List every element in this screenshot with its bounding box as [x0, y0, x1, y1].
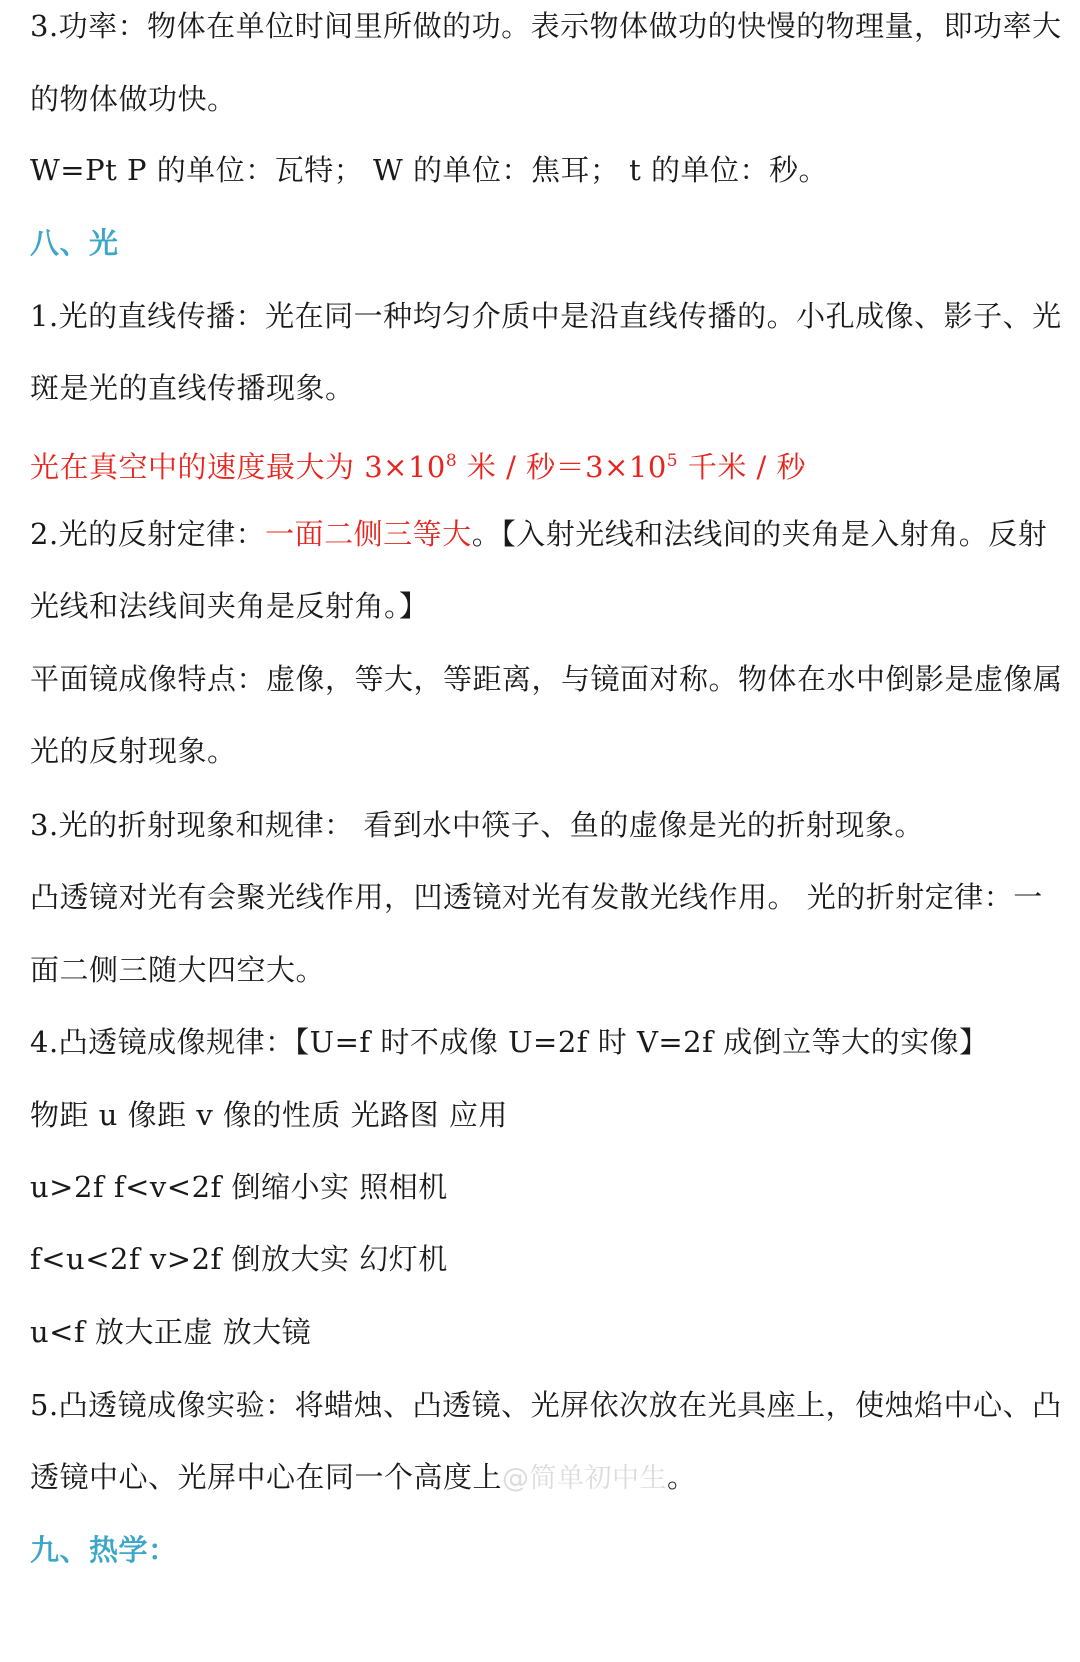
light-speed-part3: 千米 / 秒	[678, 450, 807, 484]
lens-experiment-line1: 5.凸透镜成像实验：将蜡烛、凸透镜、光屏依次放在光具座上，使烛焰中心、凸	[30, 1388, 1062, 1422]
reflection-law-label: 2.光的反射定律：	[30, 517, 266, 551]
straight-line-propagation-line2: 斑是光的直线传播现象。	[30, 371, 355, 405]
paragraph-lens-effect-cont	[30, 950, 1056, 990]
paragraph-power-definition	[30, 6, 1062, 46]
paragraph-straight-line-propagation	[30, 296, 1062, 336]
section-heading-heat-text: 九、热学：	[30, 1533, 178, 1567]
plane-mirror-line1: 平面镜成像特点：虚像，等大，等距离，与镜面对称。物体在水中倒影是虚像属	[30, 662, 1063, 696]
paragraph-plane-mirror-cont	[30, 731, 1056, 771]
power-formula-text: W=Pt P 的单位：瓦特； W 的单位：焦耳； t 的单位：秒。	[30, 153, 829, 187]
paragraph-straight-line-propagation-cont	[30, 368, 1056, 408]
light-speed-part1: 光在真空中的速度最大为 3×10	[30, 450, 446, 484]
power-definition-line1: 3.功率：物体在单位时间里所做的功。表示物体做功的快慢的物理量，即功率大	[30, 9, 1062, 43]
lens-table-row	[30, 1239, 1056, 1279]
light-speed-exponent1: 8	[445, 451, 458, 471]
reflection-law-highlight: 一面二侧三等大	[265, 517, 472, 551]
section-heading-heat	[30, 1530, 1056, 1570]
light-speed-statement	[30, 441, 1056, 487]
watermark: @简单初中生	[502, 1463, 668, 1494]
lens-effect-line1: 凸透镜对光有会聚光线作用，凹透镜对光有发散光线作用。 光的折射定律：一	[30, 880, 1043, 914]
paragraph-lens-experiment	[30, 1385, 1062, 1425]
lens-table-row2-text: f<u<2f v>2f 倒放大实 幻灯机	[30, 1242, 448, 1276]
lens-table-row3-text: u<f 放大正虚 放大镜	[30, 1315, 312, 1349]
paragraph-power-definition-cont	[30, 79, 1056, 119]
paragraph-refraction	[30, 805, 1056, 845]
lens-table-row	[30, 1312, 1056, 1352]
convex-lens-rule-text: 4.凸透镜成像规律：【U=f 时不成像 U=2f 时 V=2f 成倒立等大的实像】	[30, 1025, 989, 1059]
lens-experiment-line2: 透镜中心、光屏中心在同一个高度上	[30, 1460, 503, 1494]
reflection-law-detail-cont: 光线和法线间夹角是反射角。】	[30, 589, 429, 623]
lens-table-header	[30, 1095, 1056, 1135]
plane-mirror-line2: 光的反射现象。	[30, 734, 237, 768]
section-heading-light-text: 八、光	[30, 226, 119, 260]
paragraph-lens-experiment-cont	[30, 1457, 1056, 1499]
power-formula	[30, 150, 1056, 190]
lens-table-row	[30, 1167, 1056, 1207]
lens-experiment-period: 。	[667, 1460, 697, 1494]
refraction-text: 3.光的折射现象和规律： 看到水中筷子、鱼的虚像是光的折射现象。	[30, 808, 924, 842]
section-heading-light	[30, 223, 1056, 263]
power-definition-line2: 的物体做功快。	[30, 82, 237, 116]
light-speed-exponent2: 5	[666, 451, 679, 471]
paragraph-lens-effect	[30, 877, 1056, 917]
lens-table-row1-text: u>2f f<v<2f 倒缩小实 照相机	[30, 1170, 448, 1204]
paragraph-reflection-law	[30, 514, 1056, 554]
lens-table-header-text: 物距 u 像距 v 像的性质 光路图 应用	[30, 1098, 508, 1132]
reflection-law-detail: 。【入射光线和法线间的夹角是入射角。反射	[471, 517, 1048, 551]
paragraph-reflection-law-cont	[30, 586, 1056, 626]
lens-effect-line2: 面二侧三随大四空大。	[30, 953, 326, 987]
paragraph-convex-lens-rule	[30, 1022, 1056, 1062]
paragraph-plane-mirror	[30, 659, 1063, 699]
light-speed-part2: 米 / 秒＝3×10	[457, 450, 667, 484]
straight-line-propagation-line1: 1.光的直线传播：光在同一种均匀介质中是沿直线传播的。小孔成像、影子、光	[30, 299, 1062, 333]
